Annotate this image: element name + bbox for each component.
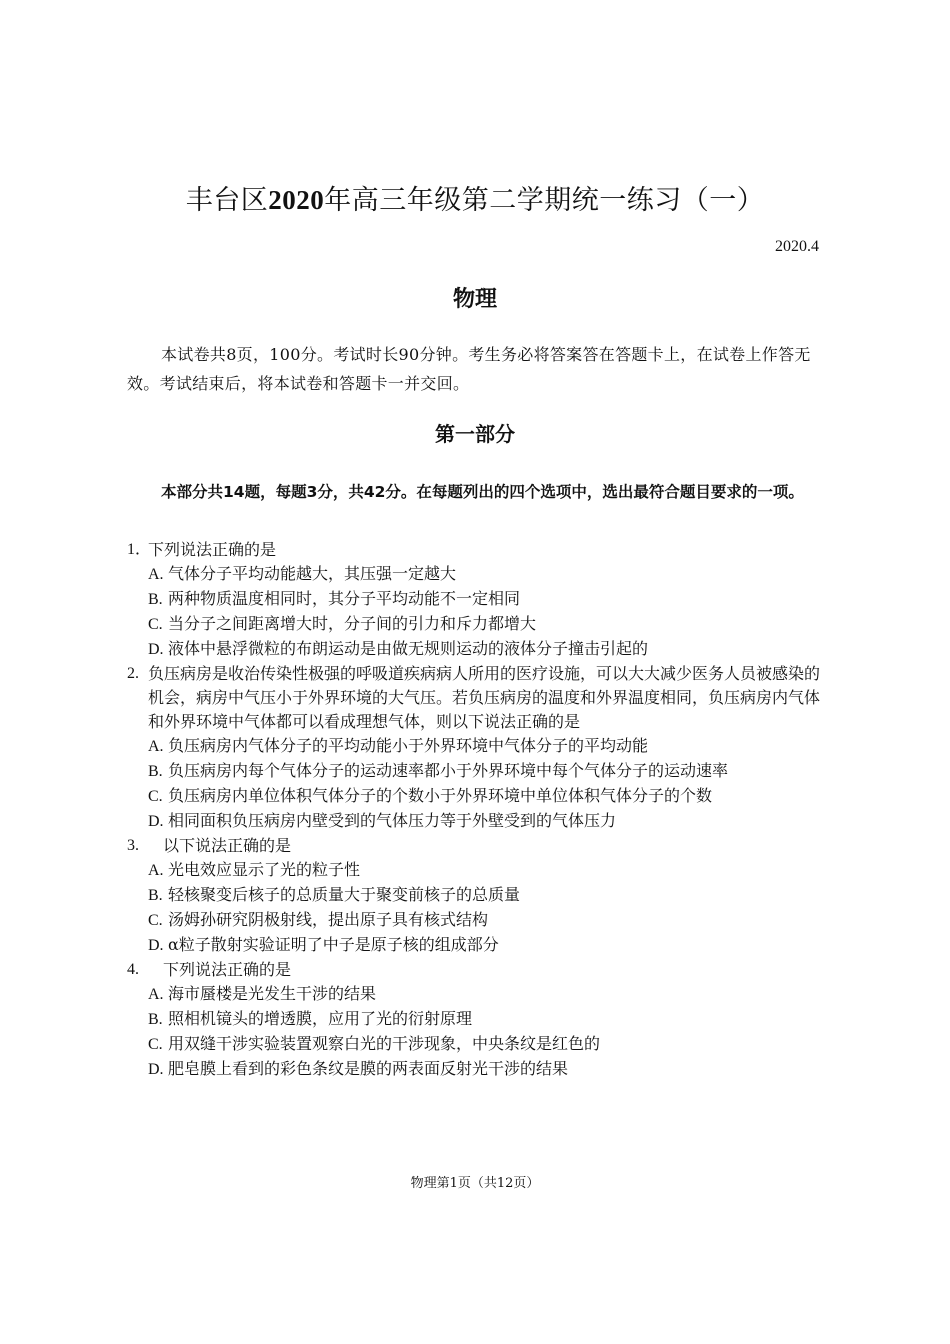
option-d	[127, 637, 821, 662]
question-stem	[127, 662, 821, 734]
option-text: 光电效应显示了光的粒子性	[168, 860, 361, 879]
option-a	[127, 734, 821, 759]
question-text: 下列说法正确的是	[148, 540, 277, 559]
option-text: 照相机镜头的增透膜，应用了光的衍射原理	[168, 1009, 473, 1028]
option-text: 液体中悬浮微粒的布朗运动是由做无规则运动的液体分子撞击引起的	[168, 639, 649, 658]
option-d	[127, 809, 821, 834]
option-label: D.	[148, 1061, 164, 1078]
option-text: 汤姆孙研究阴极射线，提出原子具有核式结构	[168, 910, 489, 929]
option-label: A.	[148, 862, 164, 879]
option-b	[127, 1007, 821, 1032]
option-label: D.	[148, 641, 164, 658]
question-list	[127, 538, 821, 1082]
option-label: C.	[148, 912, 163, 929]
option-d	[127, 1057, 821, 1082]
option-label: B.	[148, 591, 163, 608]
option-text: α粒子散射实验证明了中子是原子核的组成部分	[168, 935, 499, 954]
option-text: 负压病房内每个气体分子的运动速率都小于外界环境中每个气体分子的运动速率	[168, 761, 729, 780]
title-suffix: 年高三年级第二学期统一练习（一）	[324, 185, 765, 216]
section-description: 本部分共14题，每题3分，共42分。在每题列出的四个选项中，选出最符合题目要求的一项。	[161, 483, 804, 501]
question-text: 负压病房是收治传染性极强的呼吸道疾病病人所用的医疗设施，可以大大减少医务人员被感染的机会，病房中气压小于外界环境的大气压。若负压病房的温度和外界温度相同，负压病房内气体和外界环境中气体都可以看成理想气体，则以下说法正确的是	[148, 664, 821, 731]
exam-title	[0, 178, 950, 217]
question-2	[127, 662, 821, 834]
page-footer: 物理第1页（共12页）	[410, 1176, 540, 1191]
option-label: B.	[148, 763, 163, 780]
option-label: C.	[148, 788, 163, 805]
option-a	[127, 982, 821, 1007]
title-year: 2020	[268, 185, 325, 215]
question-4	[127, 958, 821, 1082]
question-number: 2.	[127, 665, 139, 682]
option-label: B.	[148, 887, 163, 904]
option-label: D.	[148, 813, 164, 830]
option-label: C.	[148, 616, 163, 633]
question-stem	[127, 538, 821, 562]
title-prefix: 丰台区	[185, 185, 269, 216]
question-text: 下列说法正确的是	[163, 960, 292, 979]
option-text: 用双缝干涉实验装置观察白光的干涉现象，中央条纹是红色的	[168, 1034, 601, 1053]
question-stem	[127, 958, 821, 982]
exam-instructions: 本试卷共8页，100分。考试时长90分钟。考生务必将答案答在答题卡上，在试卷上作答无效。考试结束后，将本试卷和答题卡一并交回。	[127, 345, 811, 393]
question-stem	[127, 834, 821, 858]
option-b	[127, 759, 821, 784]
option-text: 两种物质温度相同时，其分子平均动能不一定相同	[168, 589, 521, 608]
question-3	[127, 834, 821, 958]
option-text: 肥皂膜上看到的彩色条纹是膜的两表面反射光干涉的结果	[168, 1059, 569, 1078]
question-number: 3.	[127, 837, 139, 854]
exam-date: 2020.4	[775, 238, 819, 255]
option-c	[127, 908, 821, 933]
subject-heading: 物理	[452, 287, 497, 312]
option-label: C.	[148, 1036, 163, 1053]
option-text: 负压病房内气体分子的平均动能小于外界环境中气体分子的平均动能	[168, 736, 649, 755]
option-label: B.	[148, 1011, 163, 1028]
option-c	[127, 612, 821, 637]
section-title: 第一部分	[435, 422, 515, 446]
option-text: 相同面积负压病房内壁受到的气体压力等于外壁受到的气体压力	[168, 811, 617, 830]
option-text: 海市蜃楼是光发生干涉的结果	[168, 984, 377, 1003]
option-label: A.	[148, 738, 164, 755]
option-c	[127, 784, 821, 809]
question-number: 4.	[127, 961, 139, 978]
option-b	[127, 587, 821, 612]
option-b	[127, 883, 821, 908]
question-text: 以下说法正确的是	[163, 836, 292, 855]
option-a	[127, 858, 821, 883]
option-label: A.	[148, 986, 164, 1003]
question-number: 1．	[127, 541, 152, 558]
option-text: 气体分子平均动能越大，其压强一定越大	[168, 564, 457, 583]
option-label: A.	[148, 566, 164, 583]
option-d	[127, 933, 821, 958]
option-text: 负压病房内单位体积气体分子的个数小于外界环境中单位体积气体分子的个数	[168, 786, 713, 805]
option-label: D.	[148, 937, 164, 954]
option-text: 当分子之间距离增大时，分子间的引力和斥力都增大	[168, 614, 537, 633]
question-1	[127, 538, 821, 662]
option-text: 轻核聚变后核子的总质量大于聚变前核子的总质量	[168, 885, 521, 904]
option-c	[127, 1032, 821, 1057]
option-a	[127, 562, 821, 587]
